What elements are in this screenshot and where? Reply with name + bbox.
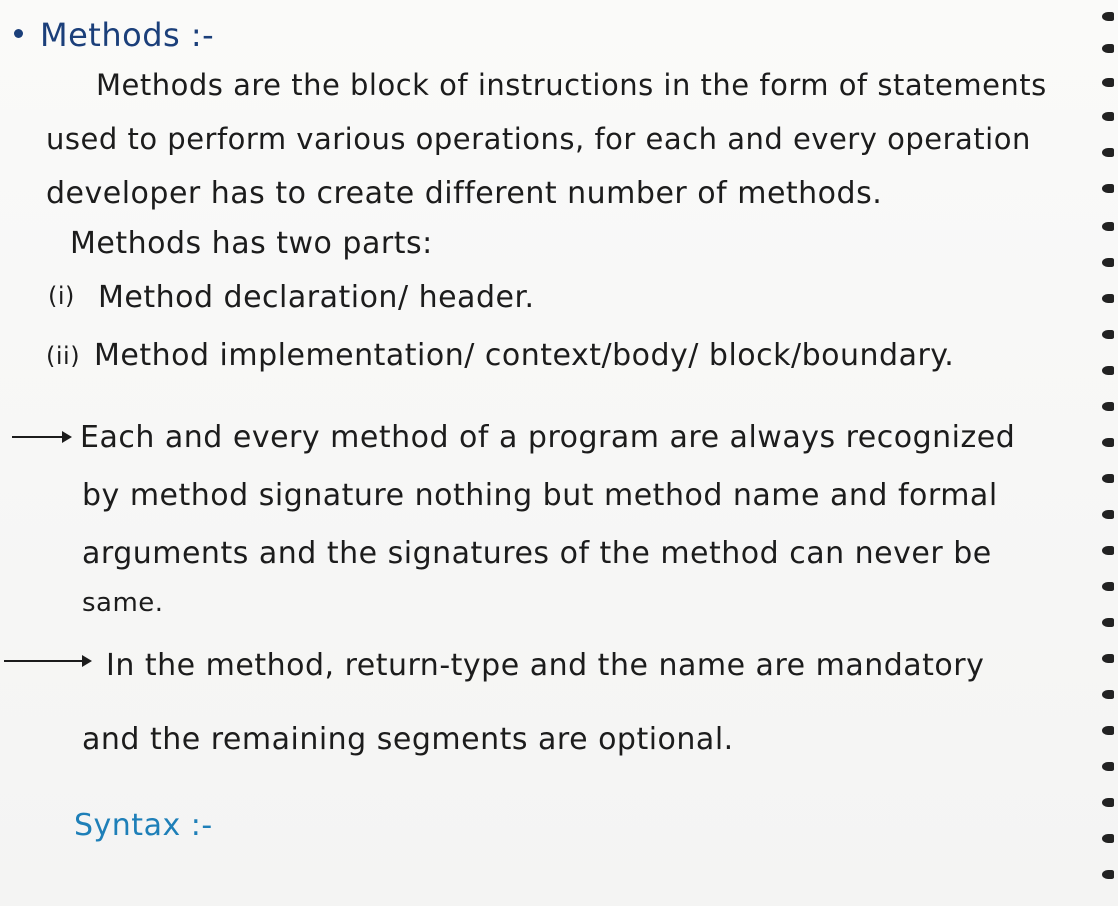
- point-1-line-2: by method signature nothing but method name and formal: [82, 478, 998, 513]
- binding-ring: [1102, 654, 1114, 663]
- binding-ring: [1102, 834, 1114, 843]
- heading-bullet: [14, 29, 23, 38]
- point-2-line-2: and the remaining segments are optional.: [82, 722, 734, 757]
- paragraph-line-2: used to perform various operations, for each and every operation: [46, 122, 1031, 156]
- binding-ring: [1102, 438, 1114, 447]
- binding-ring: [1102, 726, 1114, 735]
- binding-ring: [1102, 546, 1114, 555]
- section-heading: Methods :-: [40, 16, 215, 54]
- binding-ring: [1102, 258, 1114, 267]
- paragraph-line-1: Methods are the block of instructions in the form of statements: [96, 68, 1047, 102]
- binding-ring: [1102, 582, 1114, 591]
- syntax-label: Syntax :-: [74, 808, 213, 843]
- point-1-line-3: arguments and the signatures of the method can never be: [82, 536, 992, 571]
- binding-ring: [1102, 44, 1114, 53]
- point-1-line-1: Each and every method of a program are always recognized: [80, 420, 1016, 455]
- spiral-binding: [1096, 0, 1118, 906]
- binding-ring: [1102, 112, 1114, 121]
- parts-intro: Methods has two parts:: [70, 226, 433, 261]
- binding-ring: [1102, 222, 1114, 231]
- binding-ring: [1102, 366, 1114, 375]
- binding-ring: [1102, 12, 1114, 21]
- arrow-icon: [4, 660, 90, 662]
- binding-ring: [1102, 762, 1114, 771]
- paragraph-line-3: developer has to create different number of methods.: [46, 176, 883, 211]
- binding-ring: [1102, 148, 1114, 157]
- point-1-line-4: same.: [82, 588, 164, 618]
- binding-ring: [1102, 510, 1114, 519]
- binding-ring: [1102, 690, 1114, 699]
- part-1-marker: (i): [48, 282, 75, 310]
- arrow-icon: [12, 436, 70, 438]
- point-2-line-1: In the method, return-type and the name are mandatory: [106, 648, 985, 683]
- part-1-text: Method declaration/ header.: [98, 280, 535, 315]
- binding-ring: [1102, 402, 1114, 411]
- binding-ring: [1102, 330, 1114, 339]
- binding-ring: [1102, 184, 1114, 193]
- binding-ring: [1102, 294, 1114, 303]
- binding-ring: [1102, 474, 1114, 483]
- binding-ring: [1102, 798, 1114, 807]
- binding-ring: [1102, 618, 1114, 627]
- binding-ring: [1102, 78, 1114, 87]
- part-2-marker: (ii): [46, 342, 81, 370]
- part-2-text: Method implementation/ context/body/ block/boundary.: [94, 338, 955, 373]
- binding-ring: [1102, 870, 1114, 879]
